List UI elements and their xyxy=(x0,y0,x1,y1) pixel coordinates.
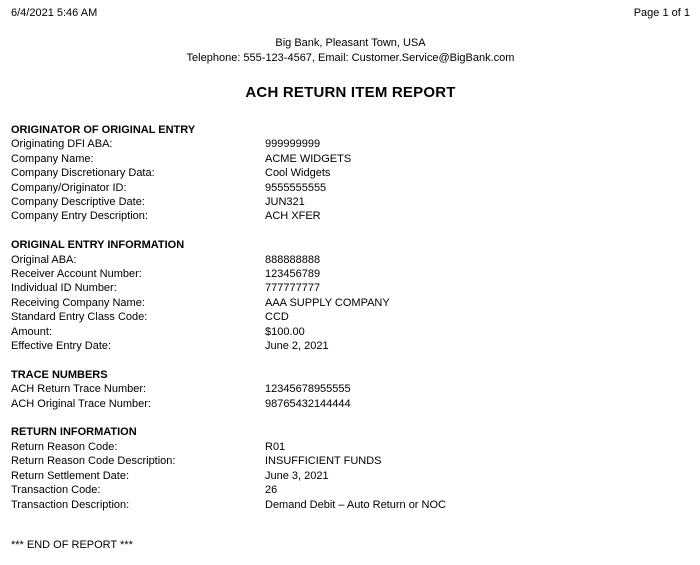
report-section xyxy=(11,368,690,411)
field-row xyxy=(11,137,690,151)
field-value: 123456789 xyxy=(265,268,321,281)
field-row xyxy=(11,498,690,512)
field-row xyxy=(11,209,690,223)
field-value: 98765432144444 xyxy=(265,397,351,410)
report-sections xyxy=(11,123,690,512)
field-value: Cool Widgets xyxy=(265,167,331,180)
field-value: 9555555555 xyxy=(265,181,327,194)
field-label: Company/Originator ID: xyxy=(11,181,127,194)
field-row xyxy=(11,454,690,468)
field-value: ACME WIDGETS xyxy=(265,152,352,165)
field-label: Return Reason Code Description: xyxy=(11,455,176,468)
field-value: June 3, 2021 xyxy=(265,469,329,482)
field-label: Company Descriptive Date: xyxy=(11,196,145,209)
field-row xyxy=(11,339,690,353)
field-label: Amount: xyxy=(11,325,52,338)
field-value: 999999999 xyxy=(265,138,321,151)
field-row xyxy=(11,281,690,295)
field-row xyxy=(11,469,690,483)
field-row xyxy=(11,382,690,396)
field-label: Effective Entry Date: xyxy=(11,340,112,353)
field-row xyxy=(11,195,690,209)
field-value: 26 xyxy=(265,484,278,497)
section-heading: TRACE NUMBERS xyxy=(11,368,108,381)
field-value: AAA SUPPLY COMPANY xyxy=(265,296,390,309)
field-label: Receiver Account Number: xyxy=(11,268,142,281)
field-value: 12345678955555 xyxy=(265,383,351,396)
field-row xyxy=(11,397,690,411)
report-section xyxy=(11,425,690,511)
field-row xyxy=(11,253,690,267)
field-label: Transaction Code: xyxy=(11,484,101,497)
field-value: CCD xyxy=(265,311,289,324)
report-section xyxy=(11,238,690,353)
field-label: ACH Return Trace Number: xyxy=(11,383,147,396)
field-label: ACH Original Trace Number: xyxy=(11,397,151,410)
end-of-report: *** END OF REPORT *** xyxy=(11,538,133,551)
field-value: $100.00 xyxy=(265,325,305,338)
field-row xyxy=(11,483,690,497)
bank-info xyxy=(11,36,690,65)
field-label: Company Discretionary Data: xyxy=(11,167,155,180)
section-rows xyxy=(11,382,690,411)
field-value: 888888888 xyxy=(265,253,321,266)
bank-name-line: Big Bank, Pleasant Town, USA xyxy=(275,37,426,49)
field-row xyxy=(11,267,690,281)
field-value: 777777777 xyxy=(265,282,321,295)
section-rows xyxy=(11,253,690,354)
field-label: Standard Entry Class Code: xyxy=(11,311,148,324)
field-value: R01 xyxy=(265,440,286,453)
section-heading: ORIGINAL ENTRY INFORMATION xyxy=(11,239,185,252)
bank-contact-line: Telephone: 555-123-4567, Email: Customer.Service@BigBank.com xyxy=(186,51,515,64)
print-datetime: 6/4/2021 5:46 AM xyxy=(11,7,98,19)
section-heading: RETURN INFORMATION xyxy=(11,426,137,439)
field-value: June 2, 2021 xyxy=(265,340,329,353)
field-row xyxy=(11,310,690,324)
report-title: ACH RETURN ITEM REPORT xyxy=(245,84,456,101)
section-rows xyxy=(11,440,690,512)
field-label: Company Name: xyxy=(11,152,94,165)
field-label: Receiving Company Name: xyxy=(11,296,145,309)
field-label: Transaction Description: xyxy=(11,498,130,511)
field-label: Original ABA: xyxy=(11,253,77,266)
field-label: Company Entry Description: xyxy=(11,210,148,223)
field-label: Individual ID Number: xyxy=(11,282,117,295)
field-row xyxy=(11,152,690,166)
report-section xyxy=(11,123,690,224)
field-row xyxy=(11,296,690,310)
section-heading: ORIGINATOR OF ORIGINAL ENTRY xyxy=(11,124,196,136)
field-value: INSUFFICIENT FUNDS xyxy=(265,455,382,468)
field-row xyxy=(11,181,690,195)
field-value: JUN321 xyxy=(265,196,305,209)
field-label: Originating DFI ABA: xyxy=(11,138,113,151)
field-label: Return Reason Code: xyxy=(11,440,118,453)
page-indicator: Page 1 of 1 xyxy=(633,7,690,19)
field-value: ACH XFER xyxy=(265,210,321,223)
field-row xyxy=(11,166,690,180)
section-rows xyxy=(11,137,690,223)
print-header xyxy=(11,6,690,20)
field-value: Demand Debit – Auto Return or NOC xyxy=(265,498,446,511)
field-row xyxy=(11,440,690,454)
field-label: Return Settlement Date: xyxy=(11,469,130,482)
field-row xyxy=(11,325,690,339)
